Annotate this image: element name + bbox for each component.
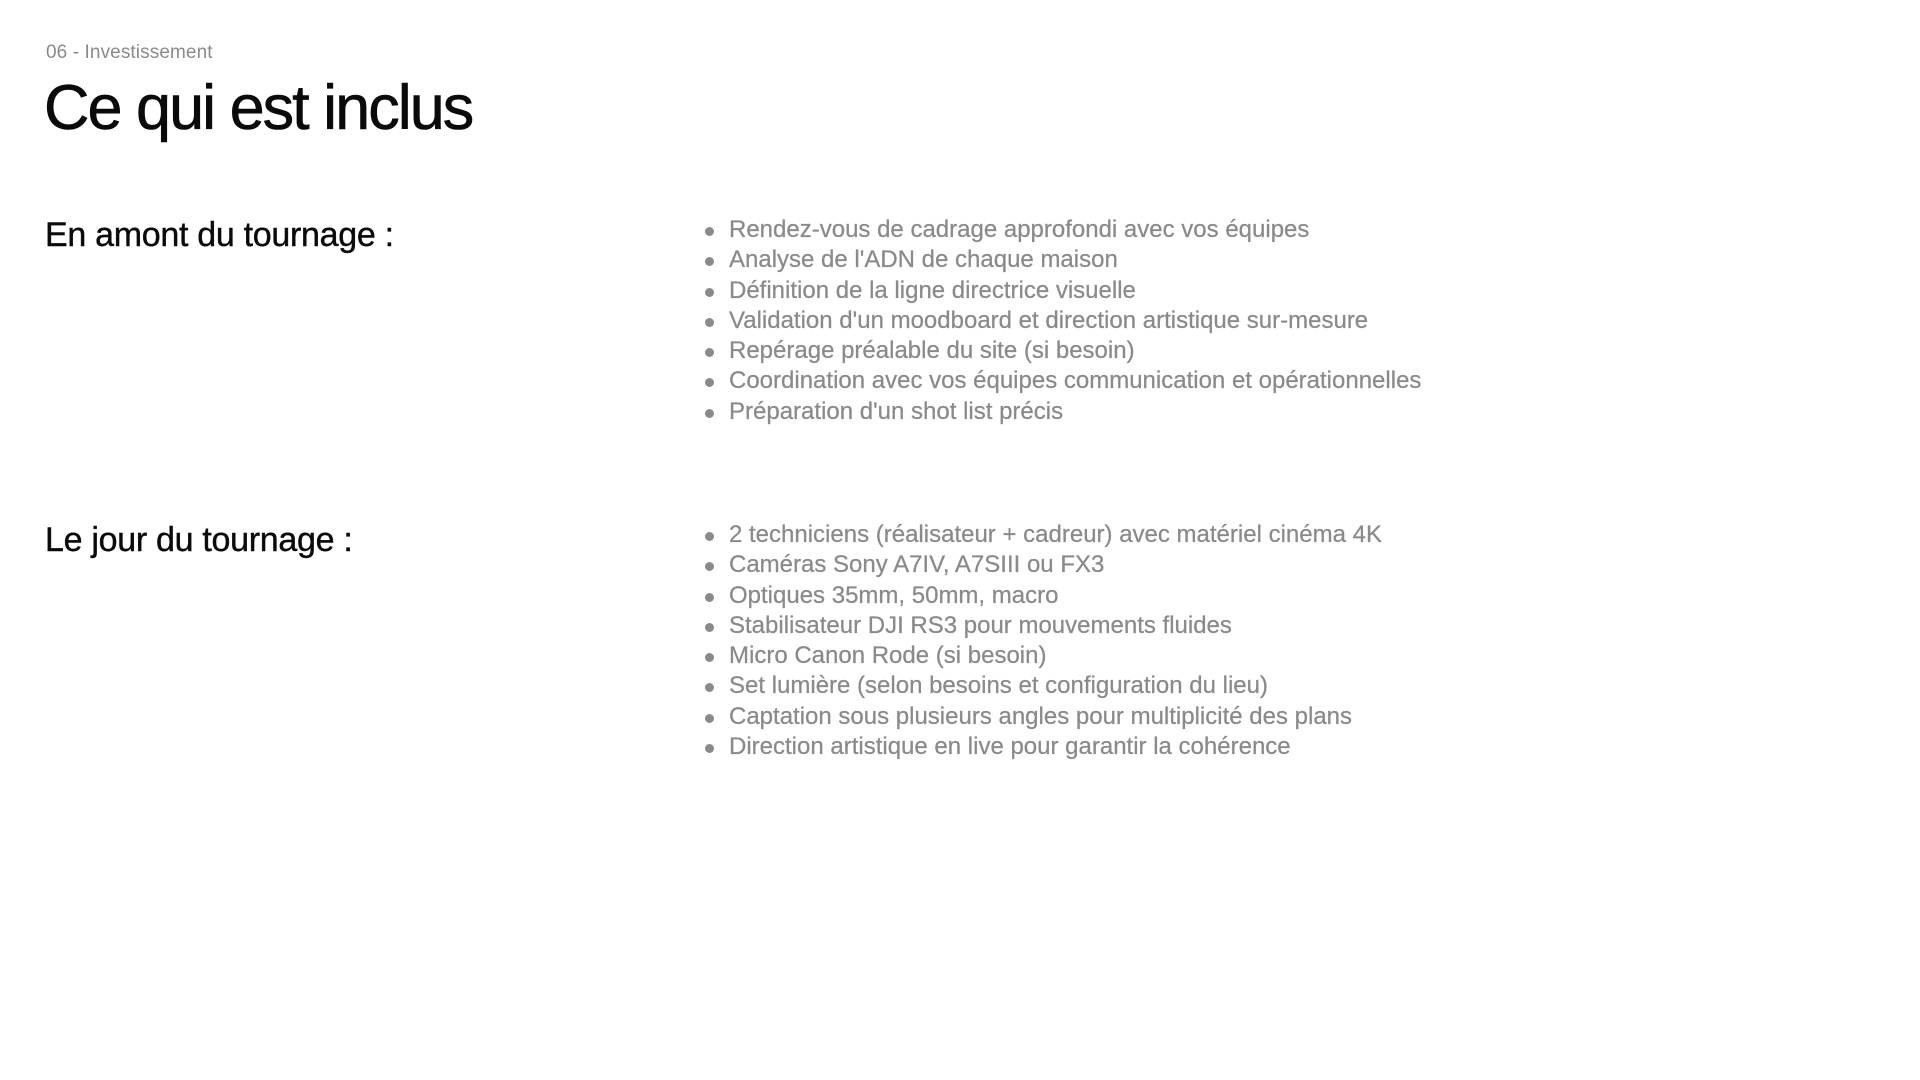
list-item-text: Captation sous plusieurs angles pour multiplicité des plans <box>729 702 1353 730</box>
list-item-text: Direction artistique en live pour garantir la cohérence <box>729 733 1291 761</box>
list-item-text: Analyse de l'ADN de chaque maison <box>729 246 1118 274</box>
list-item <box>704 215 1421 245</box>
page-title: Ce qui est inclus <box>44 73 473 143</box>
bullet-icon <box>705 318 714 327</box>
list-item <box>704 366 1421 396</box>
list-item-text: Caméras Sony A7IV, A7SIII ou FX3 <box>729 551 1105 579</box>
pre-shoot-list <box>704 215 1421 427</box>
list-item-text: Définition de la ligne directrice visuelle <box>729 276 1136 304</box>
list-item <box>704 732 1382 762</box>
bullet-icon <box>705 288 714 297</box>
list-item-text: Optiques 35mm, 50mm, macro <box>729 581 1059 609</box>
list-item <box>704 550 1382 580</box>
list-item <box>704 581 1382 611</box>
list-item-text: Préparation d'un shot list précis <box>729 397 1064 425</box>
bullet-icon <box>705 562 714 571</box>
list-item <box>704 336 1421 366</box>
list-item-text: Micro Canon Rode (si besoin) <box>729 642 1047 670</box>
bullet-icon <box>705 257 714 266</box>
section-heading-shoot-day: Le jour du tournage : <box>45 521 353 559</box>
bullet-icon <box>705 744 714 753</box>
shoot-day-list <box>704 520 1382 762</box>
list-item <box>704 245 1421 275</box>
bullet-icon <box>705 348 714 357</box>
list-item <box>704 520 1382 550</box>
bullet-icon <box>705 227 714 236</box>
list-item-text: Repérage préalable du site (si besoin) <box>729 337 1135 365</box>
list-item <box>704 397 1421 427</box>
list-item <box>704 702 1382 732</box>
section-kicker: 06 - Investissement <box>46 42 213 63</box>
list-item <box>704 276 1421 306</box>
bullet-icon <box>705 593 714 602</box>
list-item-text: 2 techniciens (réalisateur + cadreur) avec matériel cinéma 4K <box>729 521 1382 548</box>
list-item <box>704 611 1382 641</box>
list-item <box>704 306 1421 336</box>
section-heading-pre-shoot: En amont du tournage : <box>45 216 394 254</box>
bullet-icon <box>705 378 714 387</box>
bullet-icon <box>705 653 714 662</box>
bullet-icon <box>705 409 714 418</box>
bullet-icon <box>705 714 714 723</box>
list-item-text: Stabilisateur DJI RS3 pour mouvements fluides <box>729 611 1232 639</box>
list-item <box>704 671 1382 701</box>
bullet-icon <box>705 683 714 692</box>
list-item-text: Validation d'un moodboard et direction artistique sur-mesure <box>729 306 1369 334</box>
bullet-icon <box>705 532 714 541</box>
bullet-icon <box>705 623 714 632</box>
list-item-text: Rendez-vous de cadrage approfondi avec vos équipes <box>729 216 1310 243</box>
list-item-text: Coordination avec vos équipes communication et opérationnelles <box>729 367 1422 395</box>
list-item <box>704 641 1382 671</box>
list-item-text: Set lumière (selon besoins et configuration du lieu) <box>729 672 1268 700</box>
